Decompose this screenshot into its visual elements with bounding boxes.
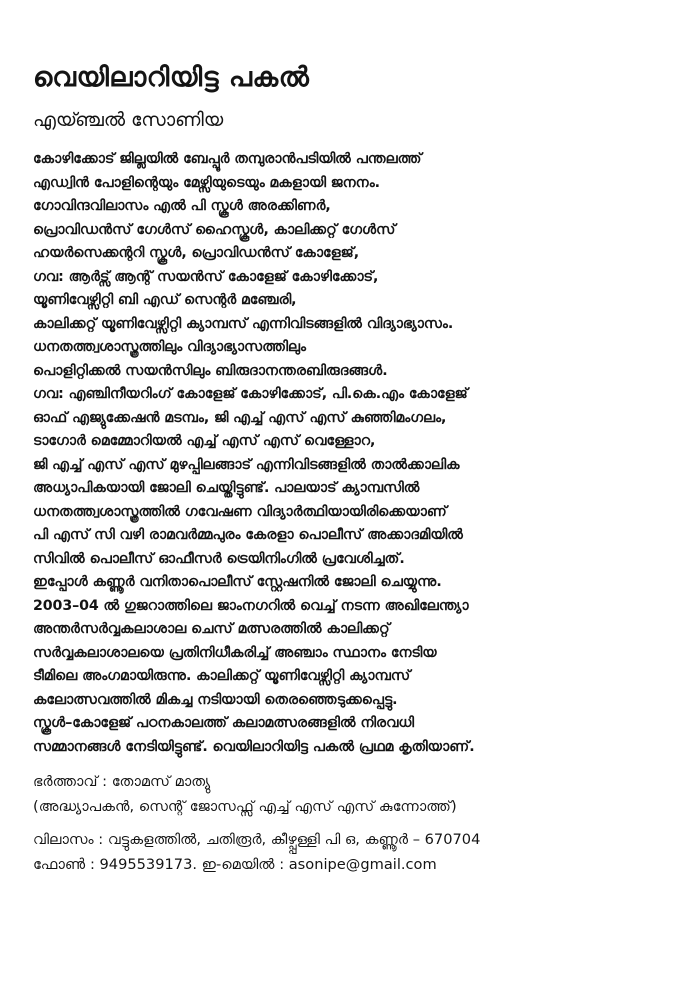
bio-line: കലോത്സവത്തിൽ മികച്ച നടിയായി തെരഞ്ഞെടുക്കപ്പെട്ടു. bbox=[33, 691, 398, 708]
bio-line: സ്കൂൾ–കോളേജ് പഠനകാലത്ത് കലാമത്സരങ്ങളിൽ നിരവധി bbox=[33, 715, 415, 731]
bio-line: പി എസ് സി വഴി രാമവർമ്മപുരം കേരളാ പൊലീസ് അക്കാദമിയിൽ bbox=[33, 527, 463, 543]
address-line: വിലാസം : വട്ടുകളത്തിൽ, ചതിരൂർ, കീഴ്പ്പള്ളി പി ഒ, കണ്ണൂർ – 670704 bbox=[33, 831, 481, 848]
bio-line: ധനതത്ത്വശാസ്ത്രത്തിലും വിദ്യാഭ്യാസത്തിലും bbox=[33, 339, 306, 355]
spouse-line: ഭർത്താവ് : തോമസ് മാത്യു bbox=[33, 773, 211, 790]
book-title: വെയിലാറിയിട്ട പകൽ bbox=[33, 62, 310, 93]
author-name: എയ്ഞ്ചൽ സോണിയ bbox=[33, 109, 224, 131]
bio-line: ഗോവിന്ദവിലാസം എൽ പി സ്കൂൾ അരക്കിണർ, bbox=[33, 198, 331, 214]
bio-line: ടാഗോർ മെമ്മോറിയൽ എച്ച് എസ് എസ് വെള്ളോറ, bbox=[33, 433, 376, 449]
bio-line: പൊളിറ്റിക്കൽ സയൻസിലും ബിരുദാനന്തരബിരുദങ്ങൾ. bbox=[33, 362, 388, 379]
author-biography bbox=[33, 148, 680, 759]
bio-line: അന്തർസർവ്വകലാശാല ചെസ് മത്സരത്തിൽ കാലിക്കറ്റ് bbox=[33, 621, 390, 637]
author-contact-details bbox=[33, 769, 680, 877]
bio-line: കോഴിക്കോട് ജില്ലയിൽ ബേപ്പൂർ തമ്പുരാൻപടിയിൽ പന്തലത്ത് bbox=[33, 151, 422, 167]
bio-line: ടീമിലെ അംഗമായിരുന്നു. കാലിക്കറ്റ് യൂണിവേഴ്സിറ്റി ക്യാമ്പസ് bbox=[33, 668, 411, 684]
bio-line: സമ്മാനങ്ങൾ നേടിയിട്ടുണ്ട്. വെയിലാറിയിട്ട പകൽ പ്രഥമ കൃതിയാണ്. bbox=[33, 738, 475, 755]
phone-email-line: ഫോൺ : 9495539173. ഇ-മെയിൽ : asonipe@gmail.com bbox=[33, 856, 437, 873]
bio-line: ധനതത്ത്വശാസ്ത്രത്തിൽ ഗവേഷണ വിദ്യാർത്ഥിയായിരിക്കെയാണ് bbox=[33, 503, 447, 520]
bio-line: കാലിക്കറ്റ് യൂണിവേഴ്സിറ്റി ക്യാമ്പസ് എന്നിവിടങ്ങളിൽ വിദ്യാഭ്യാസം. bbox=[33, 315, 454, 332]
bio-line: സർവ്വകലാശാലയെ പ്രതിനിധീകരിച്ച് അഞ്ചാം സ്ഥാനം നേടിയ bbox=[33, 644, 437, 661]
bio-line: 2003–04 ൽ ഗുജറാത്തിലെ ജാംനഗറിൽ വെച്ച് നടന്ന അഖിലേന്ത്യാ bbox=[33, 597, 469, 614]
bio-line: ഗവ: എഞ്ചിനീയറിംഗ് കോളേജ് കോഴിക്കോട്, പി.കെ.എം കോളേജ് bbox=[33, 386, 468, 402]
bio-line: പ്രൊവിഡൻസ് ഗേൾസ് ഹൈസ്കൂൾ, കാലിക്കറ്റ് ഗേൾസ് bbox=[33, 221, 396, 238]
bio-line: അധ്യാപികയായി ജോലി ചെയ്തിട്ടുണ്ട്. പാലയാട് ക്യാമ്പസിൽ bbox=[33, 480, 420, 496]
bio-line: ഇപ്പോൾ കണ്ണൂർ വനിതാപൊലീസ് സ്റ്റേഷനിൽ ജോലി ചെയ്യുന്നു. bbox=[33, 574, 442, 590]
spouse-detail: (അദ്ധ്യാപകൻ, സെന്റ് ജോസഫ്സ് എച്ച് എസ് എസ് കുന്നോത്ത്) bbox=[33, 798, 457, 815]
bio-line: എഡ്വിൻ പോളിന്റെയും മേഴ്സിയുടെയും മകളായി ജനനം. bbox=[33, 174, 380, 191]
bio-line: ഹയർസെക്കന്ററി സ്കൂൾ, പ്രൊവിഡൻസ് കോളേജ്, bbox=[33, 245, 360, 261]
bio-line: ജി എച്ച് എസ് എസ് മുഴപ്പിലങ്ങാട് എന്നിവിടങ്ങളിൽ താൽക്കാലിക bbox=[33, 456, 460, 473]
bio-line: ഗവ: ആർട്സ് ആന്റ് സയൻസ് കോളേജ് കോഴിക്കോട്, bbox=[33, 268, 379, 285]
bio-line: സിവിൽ പൊലീസ് ഓഫീസർ ട്രെയിനിംഗിൽ പ്രവേശിച്ചത്. bbox=[33, 550, 405, 567]
bio-line: യൂണിവേഴ്സിറ്റി ബി എഡ് സെന്റർ മഞ്ചേരി, bbox=[33, 292, 297, 308]
bio-line: ഓഫ് എജ്യുക്കേഷൻ മടമ്പം, ജി എച്ച് എസ് എസ് കുഞ്ഞിമംഗലം, bbox=[33, 409, 447, 426]
